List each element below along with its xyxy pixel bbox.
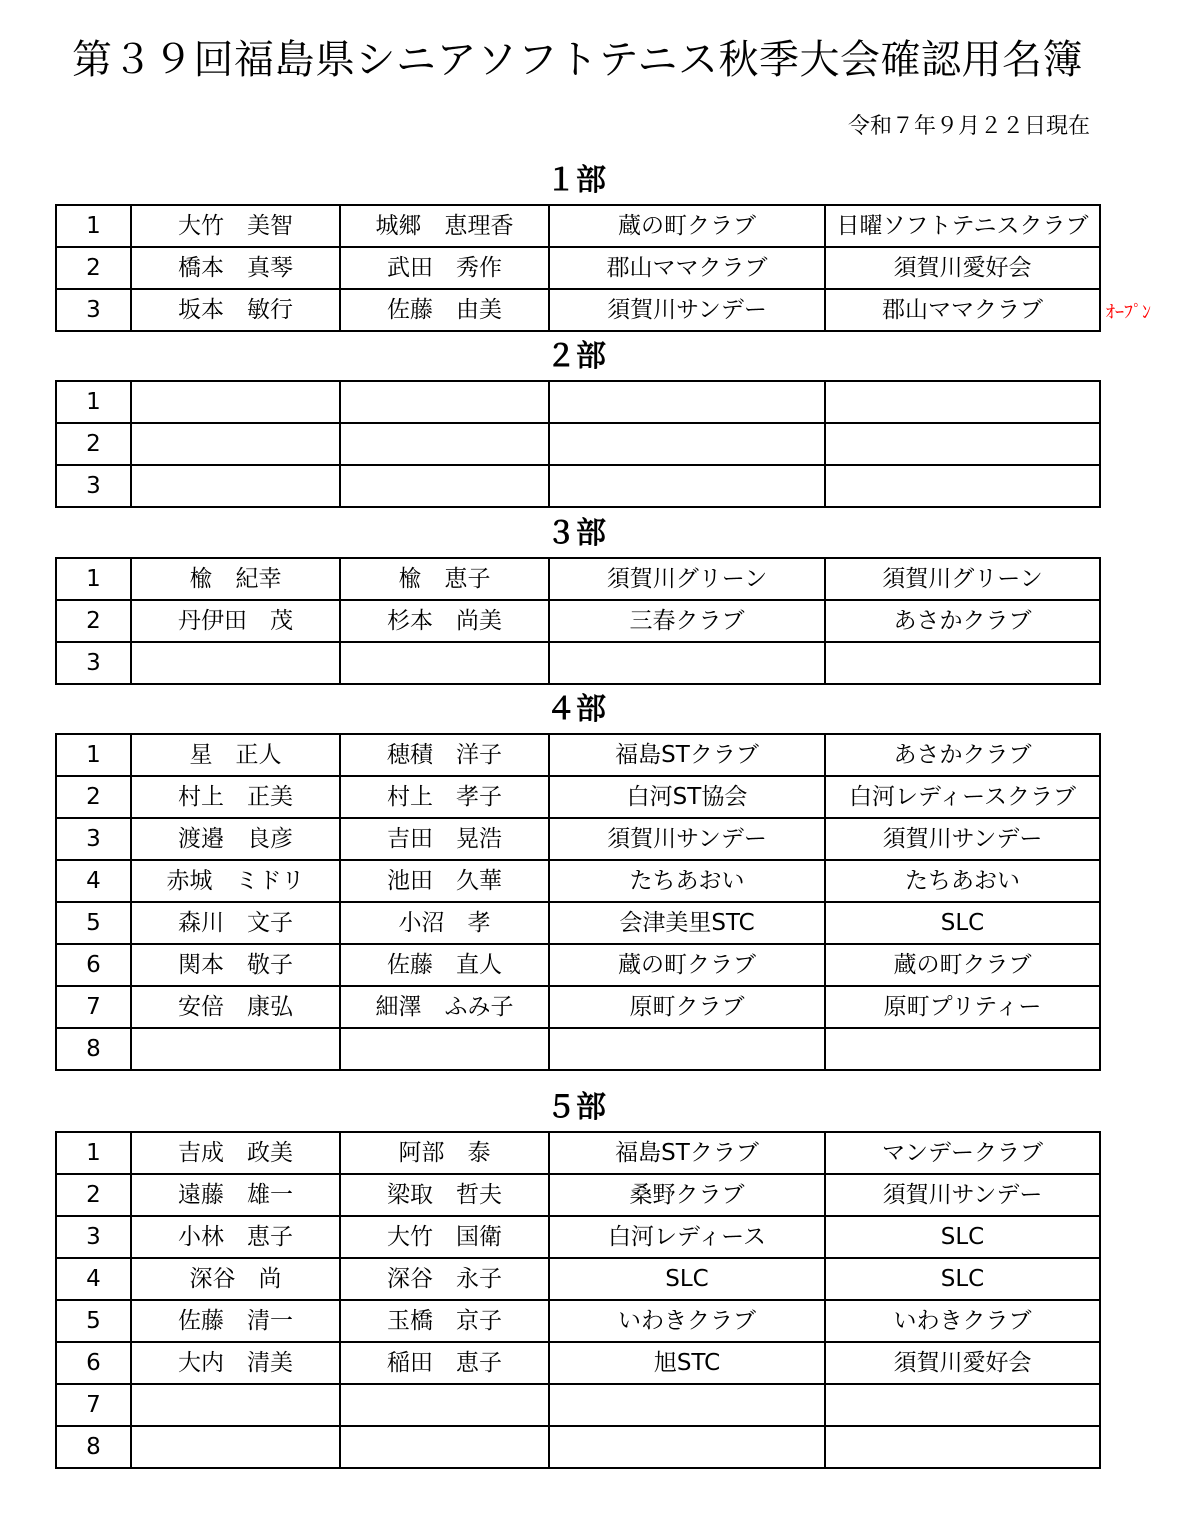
player-2-name: 玉橋 京子 (340, 1300, 549, 1342)
player-2-name: 細澤 ふみ子 (340, 986, 549, 1028)
player-1-name: 大内 清美 (131, 1342, 340, 1384)
player-1-name: 楡 紀幸 (131, 558, 340, 600)
division-4-heading: ４部 (546, 692, 606, 727)
player-2-club: いわきクラブ (825, 1300, 1100, 1342)
player-1-club: 会津美里STC (549, 902, 825, 944)
player-2-club (825, 1028, 1100, 1070)
player-2-name: 武田 秀作 (340, 247, 549, 289)
table-row (56, 289, 1100, 331)
table-row (56, 381, 1100, 423)
player-2-club: 須賀川愛好会 (825, 247, 1100, 289)
player-2-name: 楡 恵子 (340, 558, 549, 600)
player-2-club (825, 1426, 1100, 1468)
row-number: 1 (56, 558, 131, 600)
player-2-club: あさかクラブ (825, 600, 1100, 642)
row-number: 3 (56, 465, 131, 507)
division-3-table (55, 557, 1101, 685)
row-number: 1 (56, 734, 131, 776)
player-1-name: 遠藤 雄一 (131, 1174, 340, 1216)
table-row (56, 860, 1100, 902)
table-row (56, 1426, 1100, 1468)
player-2-club: 蔵の町クラブ (825, 944, 1100, 986)
row-number: 2 (56, 1174, 131, 1216)
row-number: 5 (56, 902, 131, 944)
row-number: 7 (56, 986, 131, 1028)
page-title: 第３９回福島県シニアソフトテニス秋季大会確認用名簿 (72, 37, 1083, 83)
table-row (56, 902, 1100, 944)
table-row (56, 986, 1100, 1028)
table-row (56, 818, 1100, 860)
division-2-heading: ２部 (546, 339, 606, 374)
player-2-name (340, 1426, 549, 1468)
division-4-table (55, 733, 1101, 1071)
table-row (56, 600, 1100, 642)
player-2-club (825, 381, 1100, 423)
player-1-club: 旭STC (549, 1342, 825, 1384)
player-1-club: 三春クラブ (549, 600, 825, 642)
player-2-club: 白河レディースクラブ (825, 776, 1100, 818)
player-1-name (131, 465, 340, 507)
player-2-club: 原町プリティー (825, 986, 1100, 1028)
table-row (56, 465, 1100, 507)
player-2-name: 佐藤 直人 (340, 944, 549, 986)
row-number: 3 (56, 1216, 131, 1258)
table-row (56, 423, 1100, 465)
row-number: 4 (56, 860, 131, 902)
player-1-club: 須賀川サンデー (549, 289, 825, 331)
player-2-club: SLC (825, 1258, 1100, 1300)
player-1-club: 郡山ママクラブ (549, 247, 825, 289)
player-2-club: 須賀川サンデー (825, 818, 1100, 860)
table-row (56, 1174, 1100, 1216)
player-1-name: 吉成 政美 (131, 1132, 340, 1174)
player-1-name (131, 1028, 340, 1070)
player-2-club (825, 423, 1100, 465)
player-1-name: 丹伊田 茂 (131, 600, 340, 642)
division-5-heading: ５部 (546, 1090, 606, 1125)
player-1-name (131, 642, 340, 684)
player-1-name: 渡邉 良彦 (131, 818, 340, 860)
player-2-name: 佐藤 由美 (340, 289, 549, 331)
player-1-name: 安倍 康弘 (131, 986, 340, 1028)
player-2-name: 大竹 国衛 (340, 1216, 549, 1258)
player-2-club: たちあおい (825, 860, 1100, 902)
row-number: 3 (56, 289, 131, 331)
player-1-club: 須賀川サンデー (549, 818, 825, 860)
row-number: 8 (56, 1426, 131, 1468)
player-2-name (340, 642, 549, 684)
table-row (56, 1342, 1100, 1384)
player-1-club (549, 1426, 825, 1468)
table-row (56, 1258, 1100, 1300)
player-2-name: 深谷 永子 (340, 1258, 549, 1300)
player-1-club: 須賀川グリーン (549, 558, 825, 600)
player-1-name: 赤城 ミドリ (131, 860, 340, 902)
player-2-name: 吉田 晃浩 (340, 818, 549, 860)
table-row (56, 1132, 1100, 1174)
player-2-name (340, 465, 549, 507)
player-1-name: 深谷 尚 (131, 1258, 340, 1300)
player-2-name: 阿部 泰 (340, 1132, 549, 1174)
row-number: 2 (56, 247, 131, 289)
player-2-club: 須賀川グリーン (825, 558, 1100, 600)
player-2-club: 郡山ママクラブ (825, 289, 1100, 331)
table-row (56, 558, 1100, 600)
row-number: 2 (56, 423, 131, 465)
player-1-club (549, 1028, 825, 1070)
player-2-name: 小沼 孝 (340, 902, 549, 944)
player-1-name (131, 1384, 340, 1426)
row-number: 7 (56, 1384, 131, 1426)
division-1-table (55, 204, 1101, 332)
player-1-name: 佐藤 清一 (131, 1300, 340, 1342)
player-2-name: 城郷 恵理香 (340, 205, 549, 247)
row-number: 6 (56, 944, 131, 986)
player-1-club: SLC (549, 1258, 825, 1300)
player-1-club: 白河ST協会 (549, 776, 825, 818)
row-number: 1 (56, 205, 131, 247)
division-2-table (55, 380, 1101, 508)
table-row (56, 1384, 1100, 1426)
player-1-club: いわきクラブ (549, 1300, 825, 1342)
player-1-club: 蔵の町クラブ (549, 205, 825, 247)
division-5-table (55, 1131, 1101, 1469)
player-1-name (131, 1426, 340, 1468)
player-1-name: 坂本 敏行 (131, 289, 340, 331)
row-number: 5 (56, 1300, 131, 1342)
player-1-name: 村上 正美 (131, 776, 340, 818)
table-row (56, 776, 1100, 818)
player-1-club (549, 642, 825, 684)
player-2-club: 須賀川サンデー (825, 1174, 1100, 1216)
row-number: 4 (56, 1258, 131, 1300)
table-row (56, 944, 1100, 986)
player-1-club: たちあおい (549, 860, 825, 902)
player-1-club (549, 423, 825, 465)
player-2-name: 穂積 洋子 (340, 734, 549, 776)
as-of-date: 令和７年９月２２日現在 (847, 114, 1090, 139)
player-2-name: 梁取 哲夫 (340, 1174, 549, 1216)
row-number: 8 (56, 1028, 131, 1070)
player-2-club: あさかクラブ (825, 734, 1100, 776)
table-row (56, 1216, 1100, 1258)
player-1-name (131, 381, 340, 423)
player-1-name: 森川 文子 (131, 902, 340, 944)
table-row (56, 1300, 1100, 1342)
player-2-name: 稲田 恵子 (340, 1342, 549, 1384)
player-1-name: 星 正人 (131, 734, 340, 776)
player-1-club (549, 381, 825, 423)
table-row (56, 1028, 1100, 1070)
division-1-heading: １部 (546, 163, 606, 198)
player-1-club: 蔵の町クラブ (549, 944, 825, 986)
player-2-club (825, 465, 1100, 507)
player-2-name: 池田 久華 (340, 860, 549, 902)
table-row (56, 734, 1100, 776)
row-number: 6 (56, 1342, 131, 1384)
row-number: 3 (56, 642, 131, 684)
table-row (56, 205, 1100, 247)
player-2-name: 村上 孝子 (340, 776, 549, 818)
player-1-club: 桑野クラブ (549, 1174, 825, 1216)
player-2-name (340, 423, 549, 465)
player-1-name: 小林 恵子 (131, 1216, 340, 1258)
player-2-club: SLC (825, 902, 1100, 944)
row-number: 1 (56, 1132, 131, 1174)
player-2-club: SLC (825, 1216, 1100, 1258)
player-2-name (340, 381, 549, 423)
division-3-heading: ３部 (546, 516, 606, 551)
row-number: 2 (56, 600, 131, 642)
player-1-name (131, 423, 340, 465)
player-2-club (825, 1384, 1100, 1426)
player-2-club: 日曜ソフトテニスクラブ (825, 205, 1100, 247)
player-2-club (825, 642, 1100, 684)
player-1-club: 福島STクラブ (549, 1132, 825, 1174)
row-number: 1 (56, 381, 131, 423)
player-1-club (549, 465, 825, 507)
player-1-club: 原町クラブ (549, 986, 825, 1028)
player-2-name: 杉本 尚美 (340, 600, 549, 642)
player-2-name (340, 1028, 549, 1070)
row-number: 2 (56, 776, 131, 818)
open-entry-note: ｵｰﾌﾟﾝ (1106, 302, 1151, 323)
player-1-club: 福島STクラブ (549, 734, 825, 776)
table-row (56, 642, 1100, 684)
player-1-name: 大竹 美智 (131, 205, 340, 247)
player-2-club: マンデークラブ (825, 1132, 1100, 1174)
player-2-club: 須賀川愛好会 (825, 1342, 1100, 1384)
row-number: 3 (56, 818, 131, 860)
player-2-name (340, 1384, 549, 1426)
table-row (56, 247, 1100, 289)
player-1-club: 白河レディース (549, 1216, 825, 1258)
player-1-club (549, 1384, 825, 1426)
player-1-name: 橋本 真琴 (131, 247, 340, 289)
player-1-name: 関本 敬子 (131, 944, 340, 986)
